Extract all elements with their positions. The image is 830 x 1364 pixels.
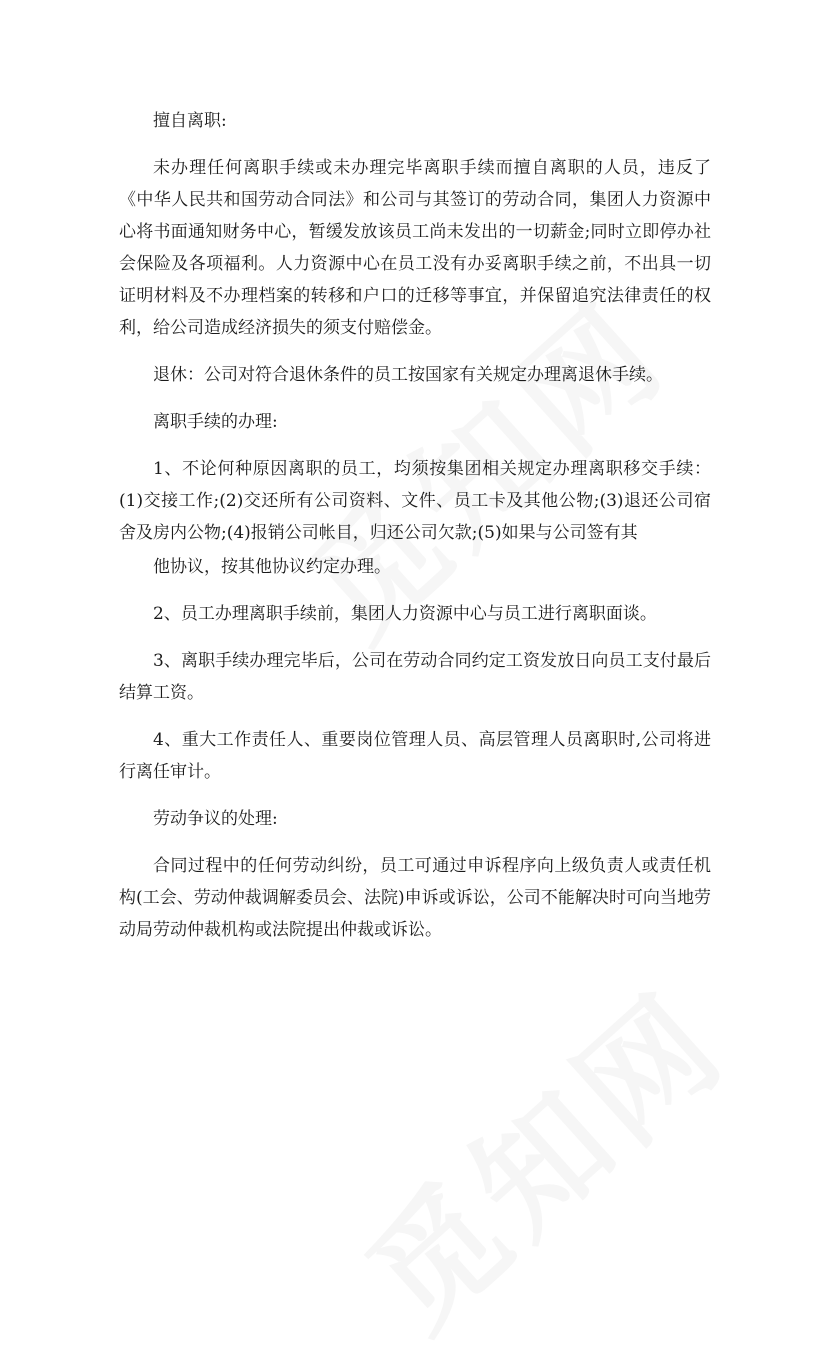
list-item-2: 2、员工办理离职手续前，集团人力资源中心与员工进行离职面谈。 <box>153 604 657 624</box>
paragraph-unauthorized-resignation: 未办理任何离职手续或未办理完毕离职手续而擅自离职的人员，违反了《中华人民共和国劳动合同法》和公司与其签订的劳动合同，集团人力资源中心将书面通知财务中心，暂缓发放该员工尚未发出的一切薪金;同时立即停办社会保险及各项福利。人力资源中心在员工没有办妥离职手续之前，不出具一切证明材料及不办理档案的转移和户口的迁移等事宜，并保留追究法律责任的权利，给公司造成经济损失的须支付赔偿金。 <box>119 158 711 338</box>
heading-resignation-procedure: 离职手续的办理: <box>153 412 278 432</box>
list-item-4: 4、重大工作责任人、重要岗位管理人员、高层管理人员离职时,公司将进行离任审计。 <box>119 730 711 782</box>
paragraph-labor-disputes: 合同过程中的任何劳动纠纷，员工可通过申诉程序向上级负责人或责任机构(工会、劳动仲裁调解委员会、法院)申诉或诉讼，公司不能解决时可向当地劳动局劳动仲裁机构或法院提出仲裁或诉讼。 <box>119 856 711 940</box>
heading-unauthorized-resignation: 擅自离职: <box>153 111 227 131</box>
list-item-3: 3、离职手续办理完毕后，公司在劳动合同约定工资发放日向员工支付最后结算工资。 <box>119 651 711 703</box>
watermark-logo <box>321 943 758 1363</box>
heading-labor-disputes: 劳动争议的处理: <box>153 809 278 829</box>
list-item-1: 1、不论何种原因离职的员工，均须按集团相关规定办理离职移交手续：(1)交接工作;(2)交还所有公司资料、文件、员工卡及其他公物;(3)退还公司宿舍及房内公物;(4)报销公司帐目，归还公司欠款;(5)如果与公司签有其 <box>119 459 711 543</box>
document-body <box>119 105 711 961</box>
paragraph-retirement: 退休：公司对符合退休条件的员工按国家有关规定办理离退休手续。 <box>153 365 663 385</box>
list-item-1-continued: 他协议，按其他协议约定办理。 <box>153 557 391 577</box>
